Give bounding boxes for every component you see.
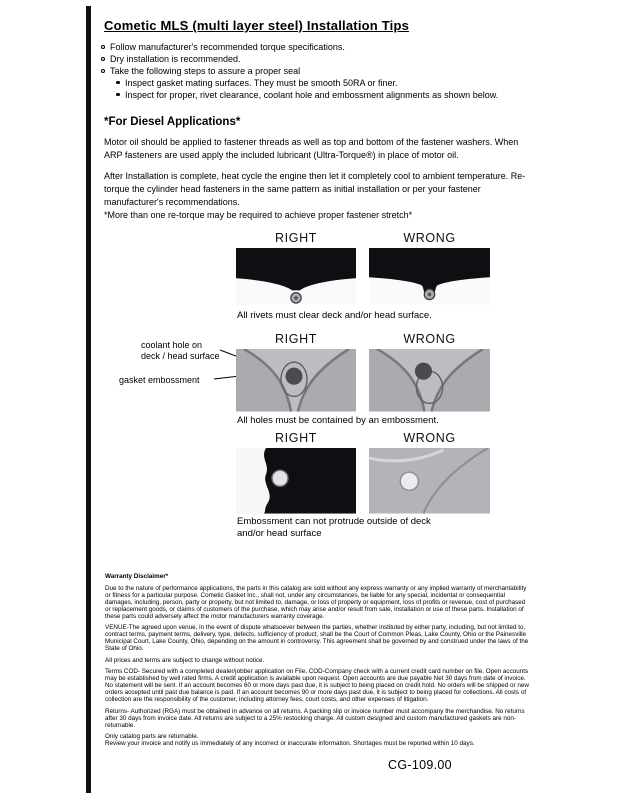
rivet-right-diagram: [236, 248, 356, 305]
diagram-row1-caption: All rivets must clear deck and/or head surface.: [237, 310, 432, 321]
diagram-row3-labels: [236, 431, 490, 445]
page-code: CG-109.00: [388, 758, 452, 772]
protrusion-wrong-diagram: [369, 448, 490, 514]
wrong-label: WRONG: [403, 332, 456, 346]
list-item: [101, 41, 556, 53]
list-item-text: Follow manufacturer's recommended torque specifications.: [110, 42, 345, 52]
tips-list: [101, 41, 556, 101]
list-item: [101, 65, 556, 77]
list-item-text: Take the following steps to assure a proper seal: [110, 66, 301, 76]
list-item-text: Inspect gasket mating surfaces. They must be smooth 50RA or finer.: [125, 78, 398, 88]
diesel-paragraph-2: After Installation is complete, heat cycle the engine then let it completely cool to ambient temperature. Re-torque the cylinder head fasteners in the same pattern as initial installation or per your fastener manufacturer's recommendations.: [104, 171, 526, 207]
list-item-text: Dry installation is recommended.: [110, 54, 241, 64]
legal-text-block: [105, 573, 529, 752]
rivet-wrong-diagram: [369, 248, 490, 305]
gasket-embossment-callout: gasket embossment: [119, 375, 200, 385]
right-label: RIGHT: [275, 231, 317, 245]
diagram-row3-caption: Embossment can not protrude outside of deck and/or head surface: [237, 516, 431, 539]
list-item: [101, 53, 556, 65]
circle-bullet-icon: [101, 69, 105, 73]
diagram-row3-images: [236, 448, 490, 513]
diesel-paragraph-1: Motor oil should be applied to fastener threads as well as top and bottom of the fastener washers. When ARP fasteners are used apply the included lubricant (Ultra-Torque®) in place of motor oil.: [104, 137, 519, 160]
list-item: [116, 89, 556, 101]
circle-bullet-icon: [101, 45, 105, 49]
page-edge-bar: [86, 6, 91, 793]
diagram-row1-images: [236, 248, 490, 305]
diagram-row2-images: [236, 349, 490, 411]
embossment-inside-deck-illustration: [236, 448, 356, 514]
venue-paragraph: VENUE-The agreed upon venue, in the event of dispute whatsoever between the parties, whether instituted by either party, including, but not limited to, contract terms, payment terms, delivery, type, defects, sufficiency of product, shall be the Court of Common Pleas, Lake County, Ohio or the Painesville Municipal Court, Lake County, Ohio, depending on the amount in controversy. This agreement shall be governed by and construed under the laws of the State of Ohio.: [105, 624, 529, 652]
prices-paragraph: All prices and terms are subject to change without notice.: [105, 656, 265, 664]
right-label: RIGHT: [275, 431, 317, 445]
dot-bullet-icon: [116, 81, 120, 85]
protrusion-right-diagram: [236, 448, 356, 514]
warranty-disclaimer-body: Due to the nature of performance applications, the parts in this catalog are sold without any express warranty or any implied warranty of merchantability or fitness for a particular purpose. Cometic Gasket Inc., shall not, under any circumstances, be liable for any special, incidental or consequential damages, including, person, party or property, but not limited to, damage, or loss of property or equipment, loss of profits or revenue, cost of purchased or replacement goods, or claims of customers of the purchase, which may arise and/or result from sale, installation or use of these parts. Installation of these parts could adversely affect the motor manufacturers warranty coverage.: [105, 584, 527, 620]
returns-paragraph: Returns- Authorized (RGA) must be obtained in advance on all returns. A packing slip or invoice number must accompany the merchandise. No returns after 30 days from invoice date. All returns are subject to a 25% restocking charge. All custom designed and custom manufactured gaskets are non-returnable.: [105, 707, 525, 729]
diesel-heading: *For Diesel Applications*: [104, 116, 241, 128]
diagram-row1-labels: [236, 231, 490, 245]
review-note: Review your invoice and notify us immediately of any incorrect or inaccurate information. Shortages must be reported within 10 days.: [105, 740, 475, 747]
hole-not-contained-illustration: [369, 349, 490, 412]
terms-paragraph: Terms COD- Secured with a completed dealer/jobber application on File, COD-Company check with a current credit card number on file. Open accounts may be established by well rated firms. A credit application is available upon request. Open accounts are due payable Net 30 days from date of invoice. No statement will be sent. If an account becomes 60 or more days past due, it is subject to being placed on credit hold. No orders will be shipped or new orders accepted until past due balance is paid. If an account becomes 90 or more days past due, it is subject to being placed for collections. All costs of collection are the responsibility of the customer, including attorney fees, court costs, and other expenses of litigation.: [105, 668, 529, 703]
embossment-wrong-diagram: [369, 349, 490, 412]
warranty-disclaimer-title: Warranty Disclaimer*: [105, 573, 169, 580]
coolant-hole-callout: coolant hole on deck / head surface: [141, 340, 220, 361]
rivet-hits-deck-illustration: [369, 248, 490, 305]
catalog-note: Only catalog parts are returnable.: [105, 733, 199, 740]
circle-bullet-icon: [101, 57, 105, 61]
right-label: RIGHT: [275, 332, 317, 346]
page-title: Cometic MLS (multi layer steel) Installation Tips: [104, 18, 410, 33]
embossment-right-diagram: [236, 349, 356, 412]
diagram-row2-labels: [236, 332, 490, 346]
hole-contained-illustration: [236, 349, 356, 412]
embossment-protruding-illustration: [369, 448, 490, 514]
wrong-label: WRONG: [403, 431, 456, 445]
diagram-row2-caption: All holes must be contained by an embossment.: [237, 415, 439, 426]
dot-bullet-icon: [116, 93, 120, 97]
list-item: [116, 77, 556, 89]
tips-sublist: [116, 77, 556, 101]
retorque-note: *More than one re-torque may be required to achieve proper fastener stretch*: [104, 210, 413, 220]
list-item-text: Inspect for proper, rivet clearance, coolant hole and embossment alignments as shown below.: [125, 90, 499, 100]
rivet-clears-deck-illustration: [236, 248, 356, 305]
wrong-label: WRONG: [403, 231, 456, 245]
